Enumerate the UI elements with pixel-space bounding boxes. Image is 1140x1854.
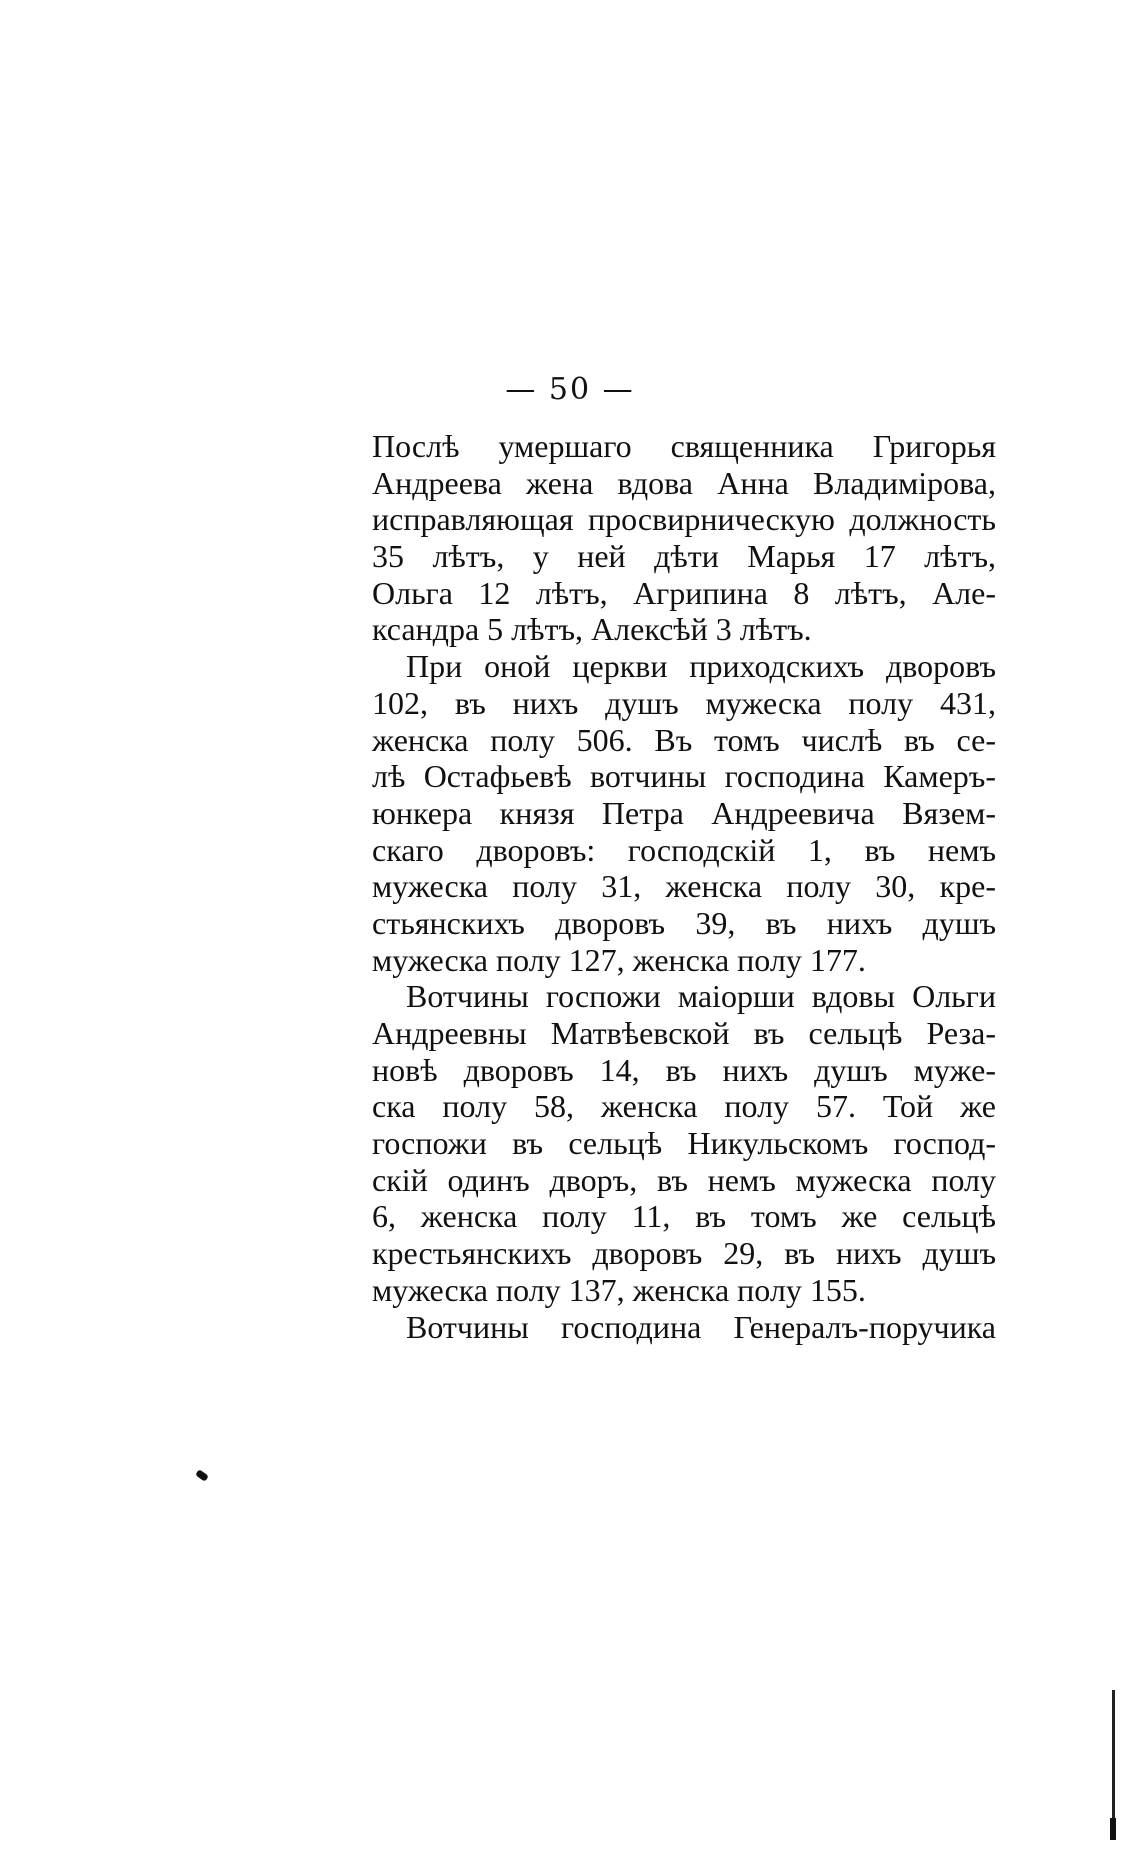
- text-line: 6, женска полу 11, въ томъ же сельцѣ: [372, 1198, 996, 1235]
- text-line: Андреева жена вдова Анна Владимірова,: [372, 464, 996, 501]
- paragraph-general-estate: [372, 1309, 996, 1346]
- text-line: скій одинъ дворъ, въ немъ мужеска полу: [372, 1161, 996, 1198]
- paragraph-widow: [372, 428, 996, 648]
- paragraph-matveevskaya-estate: [372, 978, 996, 1308]
- text-line: крестьянскихъ дворовъ 29, въ нихъ душъ: [372, 1235, 996, 1272]
- text-line: юнкера князя Петра Андреевича Вязем-: [372, 794, 996, 831]
- paragraph-parish-households: [372, 648, 996, 978]
- text-line: госпожи въ сельцѣ Никульскомъ господ-: [372, 1125, 996, 1162]
- text-line: ска полу 58, женска полу 57. Той же: [372, 1088, 996, 1125]
- text-line: Вотчины госпожи маіорши вдовы Ольги: [406, 978, 996, 1015]
- text-line: ксандра 5 лѣтъ, Алексѣй 3 лѣтъ.: [372, 611, 812, 648]
- document-body: [372, 428, 996, 1345]
- text-line: При оной церкви приходскихъ дворовъ: [406, 648, 996, 685]
- text-line: Послѣ умершаго священника Григорья: [372, 428, 996, 464]
- text-line: 102, въ нихъ душъ мужеска полу 431,: [372, 684, 996, 721]
- text-line: Андреевны Матвѣевской въ сельцѣ Реза-: [372, 1015, 996, 1051]
- text-line: скаго дворовъ: господскій 1, въ немъ: [372, 831, 996, 868]
- text-line: женска полу 506. Въ томъ числѣ въ се-: [372, 721, 996, 758]
- text-line: Вотчины господина Генералъ-поручика: [406, 1308, 996, 1345]
- scan-edge-mark-tip: [1110, 1818, 1116, 1840]
- text-line: исправляющая просвирническую должность: [372, 501, 996, 538]
- text-line: стьянскихъ дворовъ 39, въ нихъ душъ: [372, 904, 996, 941]
- text-line: лѣ Остафьевѣ вотчины господина Камеръ-: [372, 758, 996, 795]
- text-line: мужеска полу 127, женска полу 177.: [372, 941, 866, 978]
- text-line: новѣ дворовъ 14, въ нихъ душъ муже-: [372, 1051, 996, 1088]
- ink-speck: [195, 1469, 209, 1482]
- text-line: мужеска полу 31, женска полу 30, кре-: [372, 868, 996, 905]
- text-line: 35 лѣтъ, у ней дѣти Марья 17 лѣтъ,: [372, 538, 996, 575]
- text-line: Ольга 12 лѣтъ, Агрипина 8 лѣтъ, Але-: [372, 574, 996, 611]
- text-line: мужеска полу 137, женска полу 155.: [372, 1271, 866, 1308]
- page-number: — 50 —: [505, 372, 635, 407]
